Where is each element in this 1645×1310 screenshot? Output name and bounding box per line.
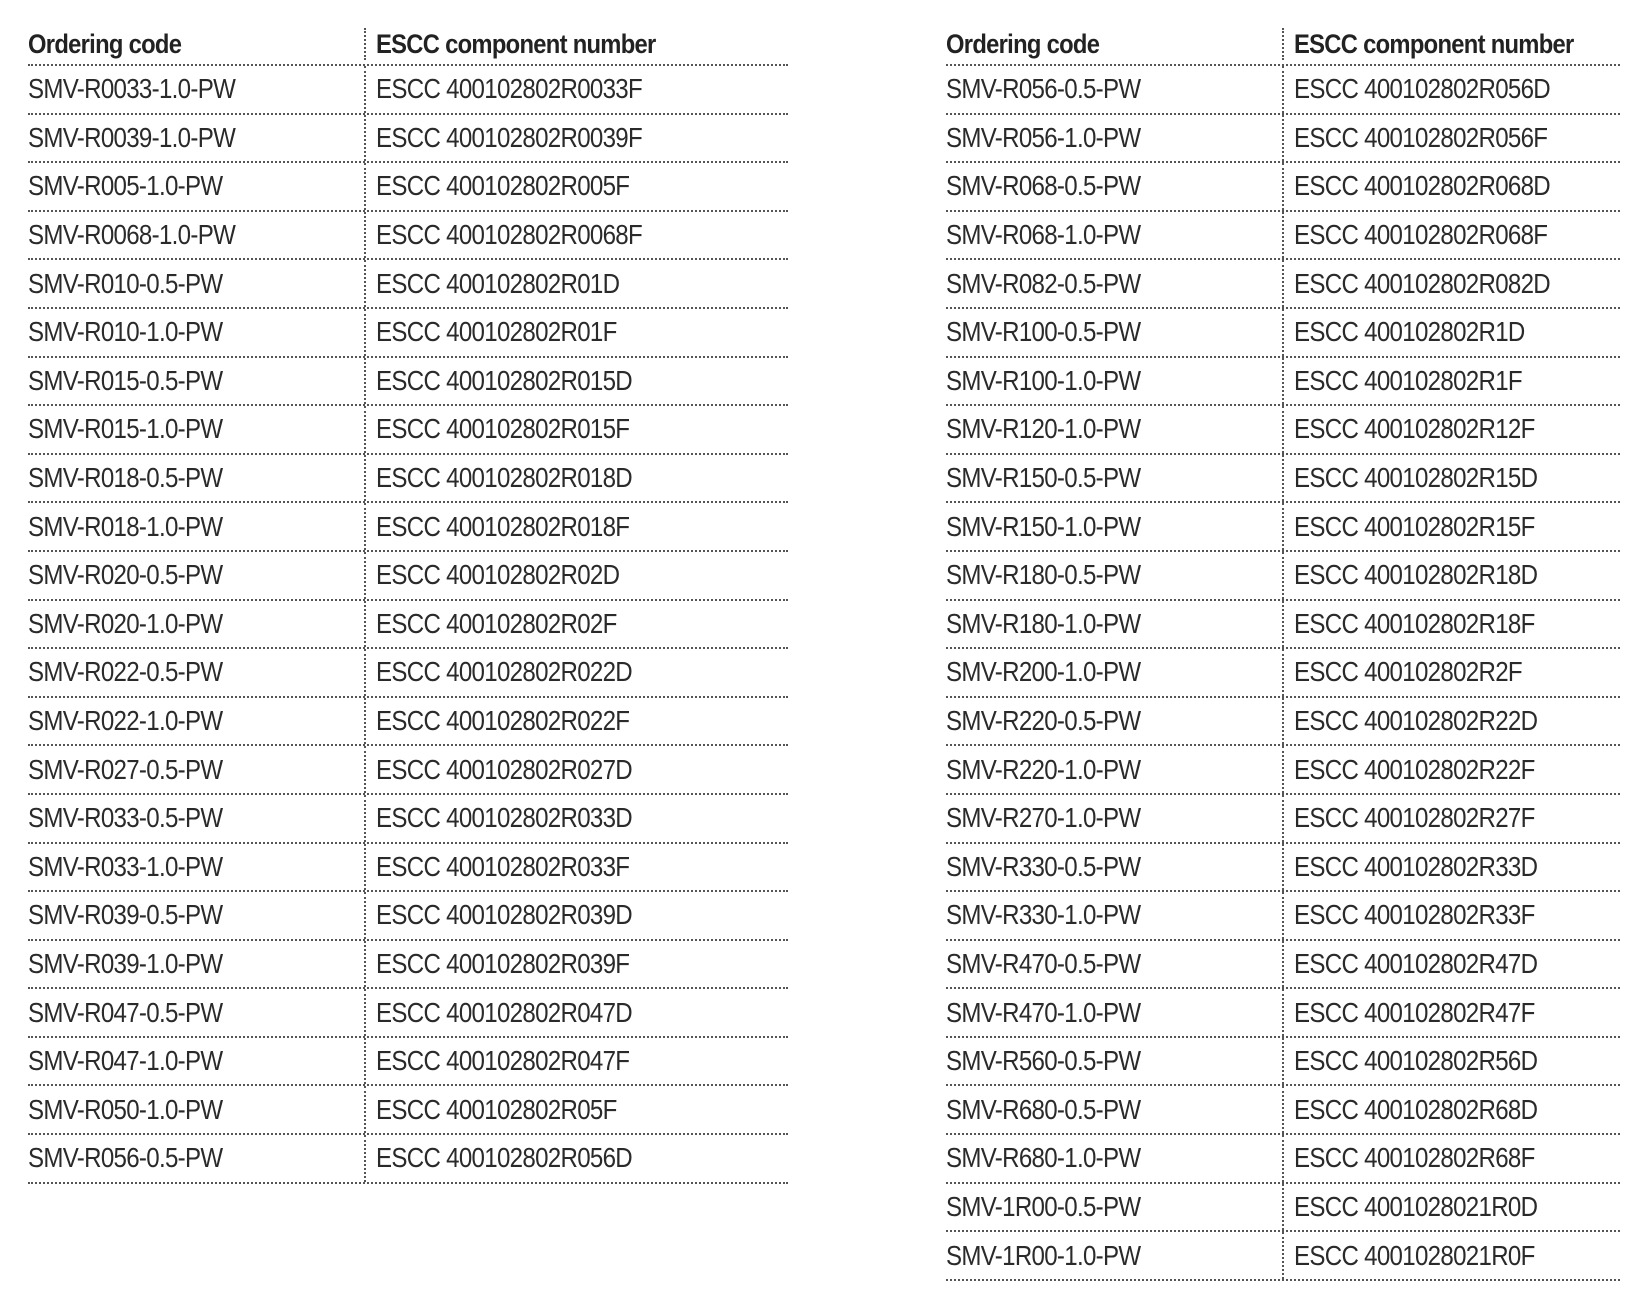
table-row	[946, 1086, 1620, 1135]
table-row	[946, 892, 1620, 941]
table-row	[28, 260, 788, 309]
escc-component-number-cell: ESCC 400102802R005F	[364, 163, 788, 210]
ordering-code-cell: SMV-R180-0.5-PW	[946, 559, 1141, 591]
table-row	[946, 1038, 1620, 1087]
escc-component-number-cell: ESCC 400102802R01F	[364, 309, 788, 356]
escc-component-number-cell: ESCC 400102802R22F	[1282, 746, 1620, 793]
ordering-code-cell: SMV-R047-0.5-PW	[28, 996, 223, 1028]
ordering-code-cell: SMV-R220-1.0-PW	[946, 753, 1141, 785]
ordering-table-right	[946, 28, 1620, 1281]
escc-component-number-cell: ESCC 400102802R68F	[1282, 1135, 1620, 1182]
ordering-code-cell: SMV-R050-1.0-PW	[28, 1093, 223, 1125]
escc-component-number-cell: ESCC 400102802R047F	[364, 1038, 788, 1085]
ordering-code-cell: SMV-R018-0.5-PW	[28, 462, 223, 494]
table-row	[28, 601, 788, 650]
table-row	[28, 1086, 788, 1135]
escc-component-number-cell: ESCC 400102802R018D	[364, 455, 788, 502]
escc-component-number-cell: ESCC 400102802R18D	[1282, 552, 1620, 599]
ordering-code-cell: SMV-R330-0.5-PW	[946, 850, 1141, 882]
ordering-code-cell: SMV-R027-0.5-PW	[28, 753, 223, 785]
escc-component-number-cell: ESCC 400102802R082D	[1282, 260, 1620, 307]
table-row	[28, 892, 788, 941]
table-body	[28, 66, 788, 1184]
header-ordering-code: Ordering code	[946, 29, 1100, 59]
table-row	[28, 552, 788, 601]
escc-component-number-cell: ESCC 400102802R12F	[1282, 406, 1620, 453]
escc-component-number-cell: ESCC 4001028021R0D	[1282, 1184, 1620, 1231]
ordering-code-cell: SMV-R020-0.5-PW	[28, 559, 223, 591]
escc-component-number-cell: ESCC 400102802R056F	[1282, 115, 1620, 162]
table-row	[28, 163, 788, 212]
ordering-code-cell: SMV-R470-1.0-PW	[946, 996, 1141, 1028]
table-row	[946, 746, 1620, 795]
table-row	[946, 212, 1620, 261]
ordering-code-cell: SMV-R100-0.5-PW	[946, 316, 1141, 348]
escc-component-number-cell: ESCC 400102802R33D	[1282, 844, 1620, 891]
table-row	[28, 649, 788, 698]
ordering-code-cell: SMV-R120-1.0-PW	[946, 413, 1141, 445]
escc-component-number-cell: ESCC 400102802R56D	[1282, 1038, 1620, 1085]
escc-component-number-cell: ESCC 400102802R05F	[364, 1086, 788, 1133]
table-row	[28, 1038, 788, 1087]
ordering-code-cell: SMV-R680-1.0-PW	[946, 1142, 1141, 1174]
table-header-row	[946, 28, 1620, 66]
table-row	[946, 260, 1620, 309]
escc-component-number-cell: ESCC 400102802R068F	[1282, 212, 1620, 259]
ordering-code-cell: SMV-R056-1.0-PW	[946, 121, 1141, 153]
ordering-code-cell: SMV-R200-1.0-PW	[946, 656, 1141, 688]
ordering-code-cell: SMV-R150-0.5-PW	[946, 462, 1141, 494]
table-row	[946, 1184, 1620, 1233]
escc-component-number-cell: ESCC 400102802R27F	[1282, 795, 1620, 842]
escc-component-number-cell: ESCC 400102802R68D	[1282, 1086, 1620, 1133]
ordering-code-cell: SMV-R470-0.5-PW	[946, 947, 1141, 979]
table-row	[946, 844, 1620, 893]
escc-component-number-cell: ESCC 400102802R068D	[1282, 163, 1620, 210]
ordering-code-cell: SMV-R068-0.5-PW	[946, 170, 1141, 202]
escc-component-number-cell: ESCC 400102802R02D	[364, 552, 788, 599]
escc-component-number-cell: ESCC 400102802R1F	[1282, 358, 1620, 405]
table-row	[28, 358, 788, 407]
escc-component-number-cell: ESCC 400102802R056D	[364, 1135, 788, 1182]
ordering-code-cell: SMV-R100-1.0-PW	[946, 364, 1141, 396]
escc-component-number-cell: ESCC 400102802R039D	[364, 892, 788, 939]
escc-component-number-cell: ESCC 400102802R1D	[1282, 309, 1620, 356]
header-escc-component-number: ESCC component number	[364, 28, 788, 60]
ordering-code-cell: SMV-R330-1.0-PW	[946, 899, 1141, 931]
escc-component-number-cell: ESCC 400102802R2F	[1282, 649, 1620, 696]
ordering-code-cell: SMV-R015-0.5-PW	[28, 364, 223, 396]
escc-component-number-cell: ESCC 400102802R015F	[364, 406, 788, 453]
ordering-code-cell: SMV-R220-0.5-PW	[946, 705, 1141, 737]
ordering-code-cell: SMV-R680-0.5-PW	[946, 1093, 1141, 1125]
table-row	[28, 746, 788, 795]
escc-component-number-cell: ESCC 400102802R0033F	[364, 66, 788, 113]
escc-component-number-cell: ESCC 400102802R47D	[1282, 941, 1620, 988]
escc-component-number-cell: ESCC 400102802R15F	[1282, 503, 1620, 550]
table-row	[28, 212, 788, 261]
ordering-code-cell: SMV-R018-1.0-PW	[28, 510, 223, 542]
ordering-code-cell: SMV-1R00-0.5-PW	[946, 1190, 1141, 1222]
escc-component-number-cell: ESCC 400102802R033F	[364, 844, 788, 891]
table-row	[946, 503, 1620, 552]
table-body	[946, 66, 1620, 1281]
escc-component-number-cell: ESCC 400102802R22D	[1282, 698, 1620, 745]
table-row	[946, 115, 1620, 164]
table-row	[28, 309, 788, 358]
table-row	[28, 795, 788, 844]
table-row	[946, 358, 1620, 407]
table-row	[946, 455, 1620, 504]
table-row	[946, 649, 1620, 698]
ordering-code-cell: SMV-R270-1.0-PW	[946, 802, 1141, 834]
table-row	[946, 989, 1620, 1038]
escc-component-number-cell: ESCC 400102802R18F	[1282, 601, 1620, 648]
escc-component-number-cell: ESCC 400102802R02F	[364, 601, 788, 648]
table-row	[946, 795, 1620, 844]
table-row	[946, 309, 1620, 358]
ordering-code-cell: SMV-R010-0.5-PW	[28, 267, 223, 299]
escc-component-number-cell: ESCC 4001028021R0F	[1282, 1232, 1620, 1279]
ordering-code-cell: SMV-R010-1.0-PW	[28, 316, 223, 348]
header-escc-component-number: ESCC component number	[1282, 28, 1620, 60]
table-row	[946, 163, 1620, 212]
ordering-code-cell: SMV-R180-1.0-PW	[946, 607, 1141, 639]
table-row	[28, 844, 788, 893]
table-row	[28, 406, 788, 455]
ordering-code-cell: SMV-R005-1.0-PW	[28, 170, 223, 202]
table-row	[946, 698, 1620, 747]
table-row	[28, 455, 788, 504]
table-row	[28, 1135, 788, 1184]
escc-component-number-cell: ESCC 400102802R018F	[364, 503, 788, 550]
ordering-code-cell: SMV-R039-0.5-PW	[28, 899, 223, 931]
escc-component-number-cell: ESCC 400102802R0039F	[364, 115, 788, 162]
table-row	[28, 503, 788, 552]
escc-component-number-cell: ESCC 400102802R047D	[364, 989, 788, 1036]
header-ordering-code: Ordering code	[28, 29, 182, 59]
escc-component-number-cell: ESCC 400102802R033D	[364, 795, 788, 842]
ordering-code-cell: SMV-R082-0.5-PW	[946, 267, 1141, 299]
ordering-code-cell: SMV-R022-0.5-PW	[28, 656, 223, 688]
ordering-code-cell: SMV-R0033-1.0-PW	[28, 73, 236, 105]
ordering-code-cell: SMV-R0068-1.0-PW	[28, 219, 236, 251]
table-row	[946, 941, 1620, 990]
escc-component-number-cell: ESCC 400102802R15D	[1282, 455, 1620, 502]
ordering-code-cell: SMV-R150-1.0-PW	[946, 510, 1141, 542]
ordering-code-cell: SMV-R047-1.0-PW	[28, 1045, 223, 1077]
ordering-code-cell: SMV-R039-1.0-PW	[28, 947, 223, 979]
escc-component-number-cell: ESCC 400102802R0068F	[364, 212, 788, 259]
table-row	[28, 115, 788, 164]
table-row	[28, 941, 788, 990]
ordering-code-cell: SMV-R033-1.0-PW	[28, 850, 223, 882]
ordering-code-cell: SMV-R056-0.5-PW	[28, 1142, 223, 1174]
escc-component-number-cell: ESCC 400102802R039F	[364, 941, 788, 988]
escc-component-number-cell: ESCC 400102802R015D	[364, 358, 788, 405]
table-row	[946, 1135, 1620, 1184]
ordering-code-cell: SMV-R068-1.0-PW	[946, 219, 1141, 251]
escc-component-number-cell: ESCC 400102802R022F	[364, 698, 788, 745]
ordering-code-cell: SMV-1R00-1.0-PW	[946, 1239, 1141, 1271]
escc-component-number-cell: ESCC 400102802R056D	[1282, 66, 1620, 113]
table-row	[946, 601, 1620, 650]
table-header-row	[28, 28, 788, 66]
ordering-code-cell: SMV-R033-0.5-PW	[28, 802, 223, 834]
ordering-code-cell: SMV-R056-0.5-PW	[946, 73, 1141, 105]
ordering-code-cell: SMV-R020-1.0-PW	[28, 607, 223, 639]
escc-component-number-cell: ESCC 400102802R33F	[1282, 892, 1620, 939]
ordering-code-cell: SMV-R0039-1.0-PW	[28, 121, 236, 153]
escc-component-number-cell: ESCC 400102802R022D	[364, 649, 788, 696]
escc-component-number-cell: ESCC 400102802R01D	[364, 260, 788, 307]
escc-component-number-cell: ESCC 400102802R47F	[1282, 989, 1620, 1036]
table-row	[946, 1232, 1620, 1281]
table-row	[946, 406, 1620, 455]
escc-component-number-cell: ESCC 400102802R027D	[364, 746, 788, 793]
table-row	[28, 989, 788, 1038]
table-row	[946, 552, 1620, 601]
ordering-code-cell: SMV-R015-1.0-PW	[28, 413, 223, 445]
ordering-code-cell: SMV-R022-1.0-PW	[28, 705, 223, 737]
ordering-code-cell: SMV-R560-0.5-PW	[946, 1045, 1141, 1077]
table-row	[28, 66, 788, 115]
table-row	[946, 66, 1620, 115]
ordering-table-left	[28, 28, 788, 1184]
table-row	[28, 698, 788, 747]
